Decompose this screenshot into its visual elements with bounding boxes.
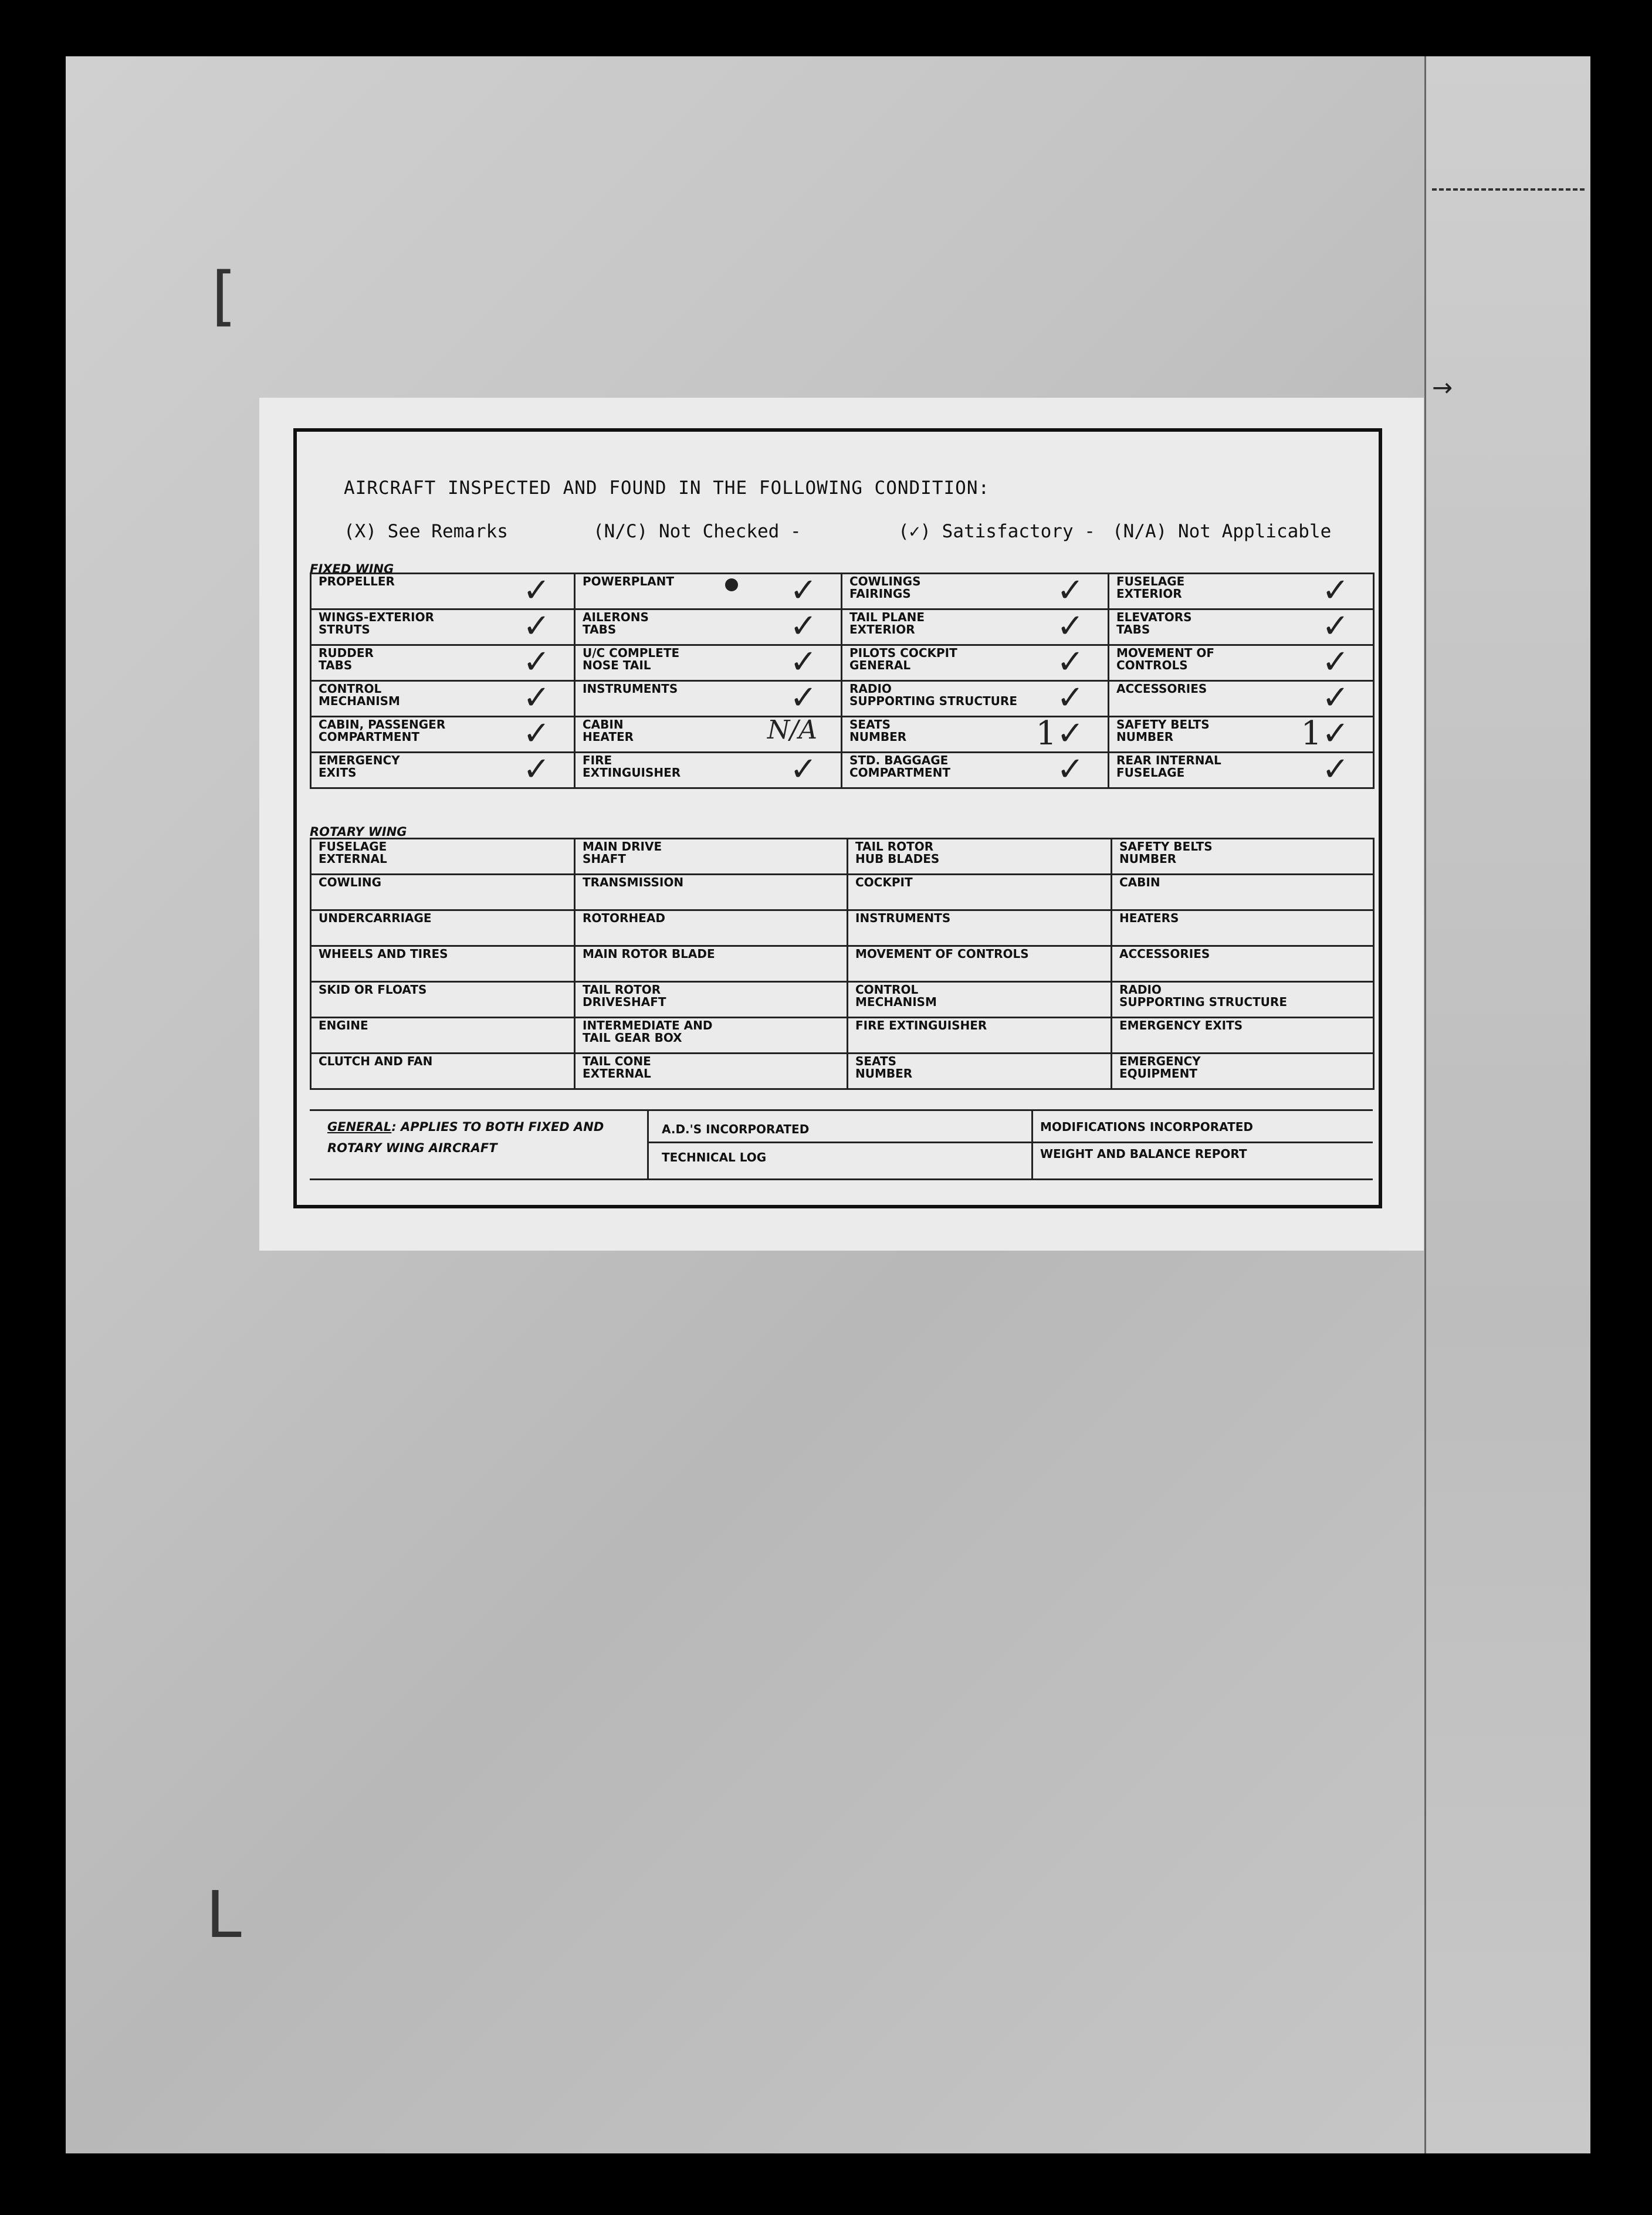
rotary-wing-cell: [311, 1018, 575, 1054]
modifications-incorporated: MODIFICATIONS INCORPORATED: [1040, 1120, 1253, 1134]
rotary-wing-cell: [848, 946, 1112, 982]
condition-mark: ✓: [523, 609, 550, 645]
rotary-wing-cell: [311, 946, 575, 982]
rotary-wing-item-label: ROTORHEAD: [583, 911, 665, 925]
fixed-wing-table: [310, 573, 1375, 789]
condition-mark: N/A: [767, 716, 817, 745]
fixed-wing-item-label: STD. BAGGAGE COMPARTMENT: [849, 753, 950, 780]
general-section: [310, 1109, 1373, 1180]
rotary-wing-cell: [575, 1054, 848, 1089]
rotary-wing-cell: [575, 875, 848, 910]
weight-and-balance-report: WEIGHT AND BALANCE REPORT: [1040, 1147, 1247, 1161]
rotary-wing-cell: [848, 910, 1112, 946]
rotary-wing-row: [311, 1018, 1374, 1054]
crop-mark-top: [: [202, 258, 242, 333]
rotary-wing-cell: [311, 839, 575, 875]
condition-mark: ✓: [1057, 680, 1084, 717]
condition-mark: ✓: [790, 609, 817, 645]
fixed-wing-label: FIXED WING: [310, 562, 394, 576]
rotary-wing-cell: [311, 910, 575, 946]
condition-mark: ✓: [523, 716, 550, 753]
fixed-wing-row: [311, 645, 1374, 681]
fixed-wing-cell: [842, 574, 1109, 609]
fixed-wing-cell: [575, 609, 842, 645]
fixed-wing-cell: [575, 681, 842, 717]
rotary-wing-item-label: COCKPIT: [855, 875, 913, 889]
rotary-wing-item-label: ACCESSORIES: [1119, 947, 1210, 961]
rotary-wing-cell: [311, 1054, 575, 1089]
rotary-wing-label: ROTARY WING: [310, 825, 407, 839]
fixed-wing-cell: [575, 574, 842, 609]
rotary-wing-item-label: INTERMEDIATE AND TAIL GEAR BOX: [583, 1018, 713, 1045]
fixed-wing-item-label: ACCESSORIES: [1116, 682, 1207, 696]
ads-incorporated: A.D.'S INCORPORATED: [662, 1122, 810, 1136]
fixed-wing-cell: [1109, 574, 1374, 609]
fixed-wing-row: [311, 753, 1374, 788]
fixed-wing-item-label: EMERGENCY EXITS: [319, 753, 400, 780]
inspection-form: [293, 428, 1382, 1208]
condition-mark: ✓: [1057, 645, 1084, 681]
rotary-wing-cell: [848, 982, 1112, 1018]
fixed-wing-cell: [575, 717, 842, 753]
general-text-1: : APPLIES TO BOTH FIXED AND: [391, 1120, 604, 1134]
fixed-wing-row: [311, 681, 1374, 717]
rotary-wing-item-label: HEATERS: [1119, 911, 1179, 925]
rotary-wing-item-label: MAIN DRIVE SHAFT: [583, 839, 662, 866]
fixed-wing-cell: [1109, 717, 1374, 753]
rotary-wing-item-label: RADIO SUPPORTING STRUCTURE: [1119, 983, 1287, 1009]
condition-mark: ✓: [1322, 609, 1349, 645]
fixed-wing-item-label: FUSELAGE EXTERIOR: [1116, 574, 1185, 601]
rotary-wing-item-label: CABIN: [1119, 875, 1160, 889]
fixed-wing-cell: [842, 645, 1109, 681]
rotary-wing-item-label: ENGINE: [319, 1018, 368, 1032]
rotary-wing-cell: [311, 982, 575, 1018]
rotary-wing-item-label: TRANSMISSION: [583, 875, 684, 889]
general-text-2: ROTARY WING AIRCRAFT: [327, 1141, 497, 1155]
fixed-wing-cell: [1109, 753, 1374, 788]
technical-log: TECHNICAL LOG: [662, 1150, 767, 1164]
rotary-wing-cell: [575, 910, 848, 946]
fixed-wing-row: [311, 574, 1374, 609]
fixed-wing-cell: [1109, 609, 1374, 645]
rotary-wing-item-label: FUSELAGE EXTERNAL: [319, 839, 387, 866]
fixed-wing-item-label: CABIN HEATER: [583, 717, 634, 744]
rotary-wing-row: [311, 839, 1374, 875]
arrow-icon: →: [1432, 373, 1453, 402]
legend-not-applicable: (N/A) Not Applicable: [1112, 521, 1332, 542]
fixed-wing-cell: [842, 753, 1109, 788]
fixed-wing-cell: [311, 645, 575, 681]
form-title: AIRCRAFT INSPECTED AND FOUND IN THE FOLLOWING CONDITION:: [344, 477, 990, 499]
rotary-wing-row: [311, 875, 1374, 910]
rotary-wing-item-label: SEATS NUMBER: [855, 1054, 913, 1081]
fixed-wing-item-label: SEATS NUMBER: [849, 717, 907, 744]
fixed-wing-item-label: RUDDER TABS: [319, 646, 374, 672]
rotary-wing-item-label: TAIL CONE EXTERNAL: [583, 1054, 651, 1081]
rotary-wing-row: [311, 910, 1374, 946]
dashed-line: [1432, 188, 1585, 191]
condition-mark: ✓: [523, 680, 550, 717]
rotary-wing-cell: [1112, 1054, 1374, 1089]
rotary-wing-cell: [848, 839, 1112, 875]
fixed-wing-cell: [311, 574, 575, 609]
rotary-wing-cell: [848, 1054, 1112, 1089]
fixed-wing-item-label: POWERPLANT: [583, 574, 675, 588]
rotary-wing-row: [311, 1054, 1374, 1089]
condition-mark: ✓: [523, 573, 550, 609]
fixed-wing-cell: [1109, 645, 1374, 681]
rotary-wing-item-label: EMERGENCY EXITS: [1119, 1018, 1243, 1032]
condition-mark: ✓: [1057, 752, 1084, 788]
rotary-wing-cell: [848, 1018, 1112, 1054]
fixed-wing-cell: [311, 609, 575, 645]
adjacent-page-strip: [1424, 56, 1590, 2153]
fixed-wing-item-label: MOVEMENT OF CONTROLS: [1116, 646, 1215, 672]
fixed-wing-cell: [842, 681, 1109, 717]
fixed-wing-cell: [311, 753, 575, 788]
legend-satisfactory: (✓) Satisfactory -: [898, 521, 1095, 542]
rotary-wing-cell: [311, 875, 575, 910]
rotary-wing-item-label: SKID OR FLOATS: [319, 983, 427, 997]
rotary-wing-row: [311, 946, 1374, 982]
fixed-wing-item-label: CABIN, PASSENGER COMPARTMENT: [319, 717, 446, 744]
fixed-wing-cell: [842, 609, 1109, 645]
rotary-wing-item-label: MOVEMENT OF CONTROLS: [855, 947, 1029, 961]
rotary-wing-cell: [1112, 1018, 1374, 1054]
rotary-wing-item-label: SAFETY BELTS NUMBER: [1119, 839, 1213, 866]
rotary-wing-item-label: FIRE EXTINGUISHER: [855, 1018, 987, 1032]
fixed-wing-item-label: COWLINGS FAIRINGS: [849, 574, 921, 601]
condition-mark: ✓: [790, 573, 817, 609]
condition-mark: ✓: [790, 680, 817, 717]
rotary-wing-item-label: COWLING: [319, 875, 382, 889]
rotary-wing-cell: [1112, 982, 1374, 1018]
condition-mark: ✓: [790, 645, 817, 681]
fixed-wing-item-label: WINGS-EXTERIOR STRUTS: [319, 610, 434, 636]
rotary-wing-item-label: TAIL ROTOR HUB BLADES: [855, 839, 940, 866]
general-note: [327, 1120, 604, 1134]
rotary-wing-row: [311, 982, 1374, 1018]
fixed-wing-item-label: RADIO SUPPORTING STRUCTURE: [849, 682, 1017, 708]
fixed-wing-cell: [575, 645, 842, 681]
condition-mark: 1✓: [1035, 716, 1084, 753]
fixed-wing-item-label: REAR INTERNAL FUSELAGE: [1116, 753, 1221, 780]
fixed-wing-item-label: TAIL PLANE EXTERIOR: [849, 610, 925, 636]
condition-mark: ✓: [1322, 680, 1349, 717]
fixed-wing-item-label: U/C COMPLETE NOSE TAIL: [583, 646, 680, 672]
rotary-wing-item-label: EMERGENCY EQUIPMENT: [1119, 1054, 1201, 1081]
fixed-wing-item-label: PILOTS COCKPIT GENERAL: [849, 646, 957, 672]
legend-not-checked: (N/C) Not Checked -: [593, 521, 801, 542]
fixed-wing-cell: [575, 753, 842, 788]
crop-mark-bottom: L: [205, 1877, 245, 1952]
condition-mark: ✓: [523, 752, 550, 788]
rotary-wing-item-label: MAIN ROTOR BLADE: [583, 947, 715, 961]
fixed-wing-item-label: FIRE EXTINGUISHER: [583, 753, 681, 780]
rotary-wing-item-label: CONTROL MECHANISM: [855, 983, 937, 1009]
condition-mark: ✓: [1322, 752, 1349, 788]
rotary-wing-cell: [1112, 946, 1374, 982]
rotary-wing-item-label: TAIL ROTOR DRIVESHAFT: [583, 983, 666, 1009]
rotary-wing-cell: [575, 982, 848, 1018]
fixed-wing-item-label: SAFETY BELTS NUMBER: [1116, 717, 1210, 744]
ink-blemish: [725, 578, 738, 591]
condition-mark: 1✓: [1301, 716, 1349, 753]
fixed-wing-item-label: INSTRUMENTS: [583, 682, 678, 696]
rotary-wing-cell: [1112, 875, 1374, 910]
fixed-wing-row: [311, 717, 1374, 753]
rotary-wing-cell: [575, 1018, 848, 1054]
fixed-wing-item-label: ELEVATORS TABS: [1116, 610, 1192, 636]
fixed-wing-cell: [311, 717, 575, 753]
fixed-wing-cell: [1109, 681, 1374, 717]
condition-mark: ✓: [1322, 573, 1349, 609]
rotary-wing-cell: [1112, 910, 1374, 946]
fixed-wing-row: [311, 609, 1374, 645]
condition-mark: ✓: [790, 752, 817, 788]
condition-mark: ✓: [523, 645, 550, 681]
rotary-wing-cell: [575, 946, 848, 982]
rotary-wing-item-label: WHEELS AND TIRES: [319, 947, 448, 961]
rotary-wing-item-label: CLUTCH AND FAN: [319, 1054, 433, 1068]
fixed-wing-item-label: CONTROL MECHANISM: [319, 682, 400, 708]
general-label: GENERAL: [327, 1120, 392, 1134]
condition-mark: ✓: [1322, 645, 1349, 681]
rotary-wing-cell: [1112, 839, 1374, 875]
legend-see-remarks: (X) See Remarks: [344, 521, 508, 542]
rotary-wing-item-label: UNDERCARRIAGE: [319, 911, 432, 925]
rotary-wing-cell: [575, 839, 848, 875]
condition-mark: ✓: [1057, 573, 1084, 609]
rotary-wing-cell: [848, 875, 1112, 910]
fixed-wing-item-label: AILERONS TABS: [583, 610, 649, 636]
fixed-wing-cell: [311, 681, 575, 717]
rotary-wing-item-label: INSTRUMENTS: [855, 911, 951, 925]
fixed-wing-item-label: PROPELLER: [319, 574, 395, 588]
condition-mark: ✓: [1057, 609, 1084, 645]
rotary-wing-table: [310, 838, 1375, 1090]
fixed-wing-cell: [842, 717, 1109, 753]
